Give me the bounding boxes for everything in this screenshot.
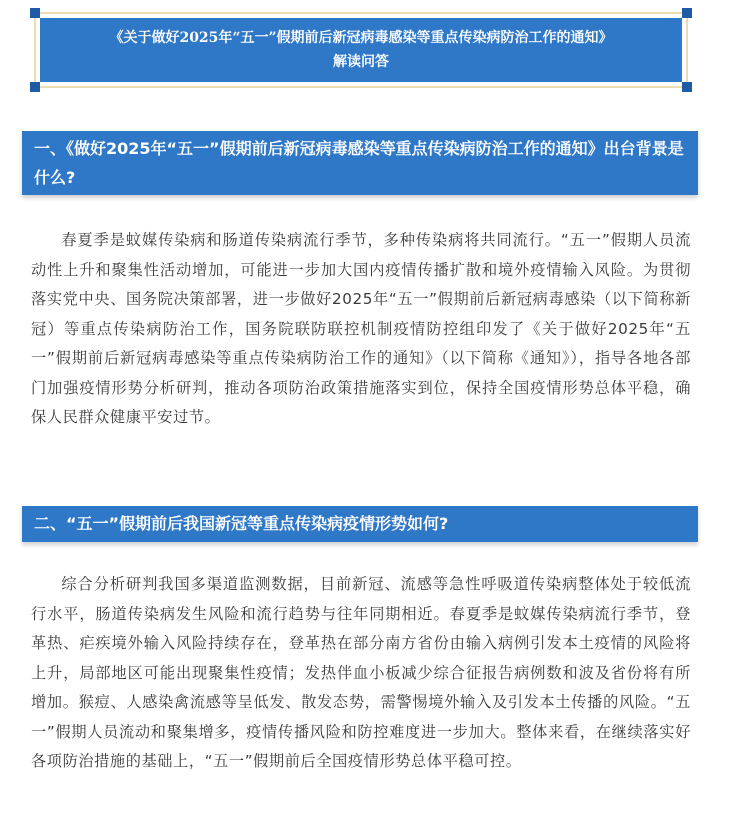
corner-decoration bbox=[30, 8, 40, 18]
section-body-situation: 综合分析研判我国多渠道监测数据，目前新冠、流感等急性呼吸道传染病整体处于较低流行水平，肠道传染病发生风险和流行趋势与往年同期相近。春夏季是蚊媒传染病流行季节，登革热、疟疾境外输入风险持续存在，登革热在部分南方省份由输入病例引发本土疫情的风险将上升，局部地区可能出现聚集性疫情；发热伴血小板减少综合征报告病例数和波及省份将有所增加。猴痘、人感染禽流感等呈低发、散发态势，需警惕境外输入及引发本土传播的风险。“五一”假期人员流动和聚集增多，疫情传播风险和防控难度进一步加大。整体来看，在继续落实好各项防治措施的基础上，“五一”假期前后全国疫情形势总体平稳可控。 bbox=[31, 575, 691, 770]
section-heading-background: 一、《做好2025年“五一”假期前后新冠病毒感染等重点传染病防治工作的通知》出台背景是什么? bbox=[22, 131, 698, 195]
corner-decoration bbox=[30, 82, 40, 92]
section-heading-situation: 二、“五一”假期前后我国新冠等重点传染病疫情形势如何? bbox=[22, 506, 698, 542]
corner-decoration bbox=[682, 82, 692, 92]
section-body-background: 春夏季是蚊媒传染病和肠道传染病流行季节，多种传染病将共同流行。“五一”假期人员流动性上升和聚集性活动增加，可能进一步加大国内疫情传播扩散和境外疫情输入风险。为贯彻落实党中央、国务院决策部署，进一步做好2025年“五一”假期前后新冠病毒感染（以下简称新冠）等重点传染病防治工作，国务院联防联控机制疫情防控组印发了《关于做好2025年“五一”假期前后新冠病毒感染等重点传染病防治工作的通知》（以下简称《通知》），指导各地各部门加强疫情形势分析研判，推动各项防治政策措施落实到位，保持全国疫情形势总体平稳，确保人民群众健康平安过节。 bbox=[31, 231, 692, 426]
page-title: 《关于做好2025年“五一”假期前后新冠病毒感染等重点传染病防治工作的通知》 bbox=[109, 30, 613, 46]
page-subtitle: 解读问答 bbox=[333, 54, 389, 70]
title-box bbox=[40, 18, 682, 82]
title-banner bbox=[34, 12, 688, 88]
corner-decoration bbox=[682, 8, 692, 18]
